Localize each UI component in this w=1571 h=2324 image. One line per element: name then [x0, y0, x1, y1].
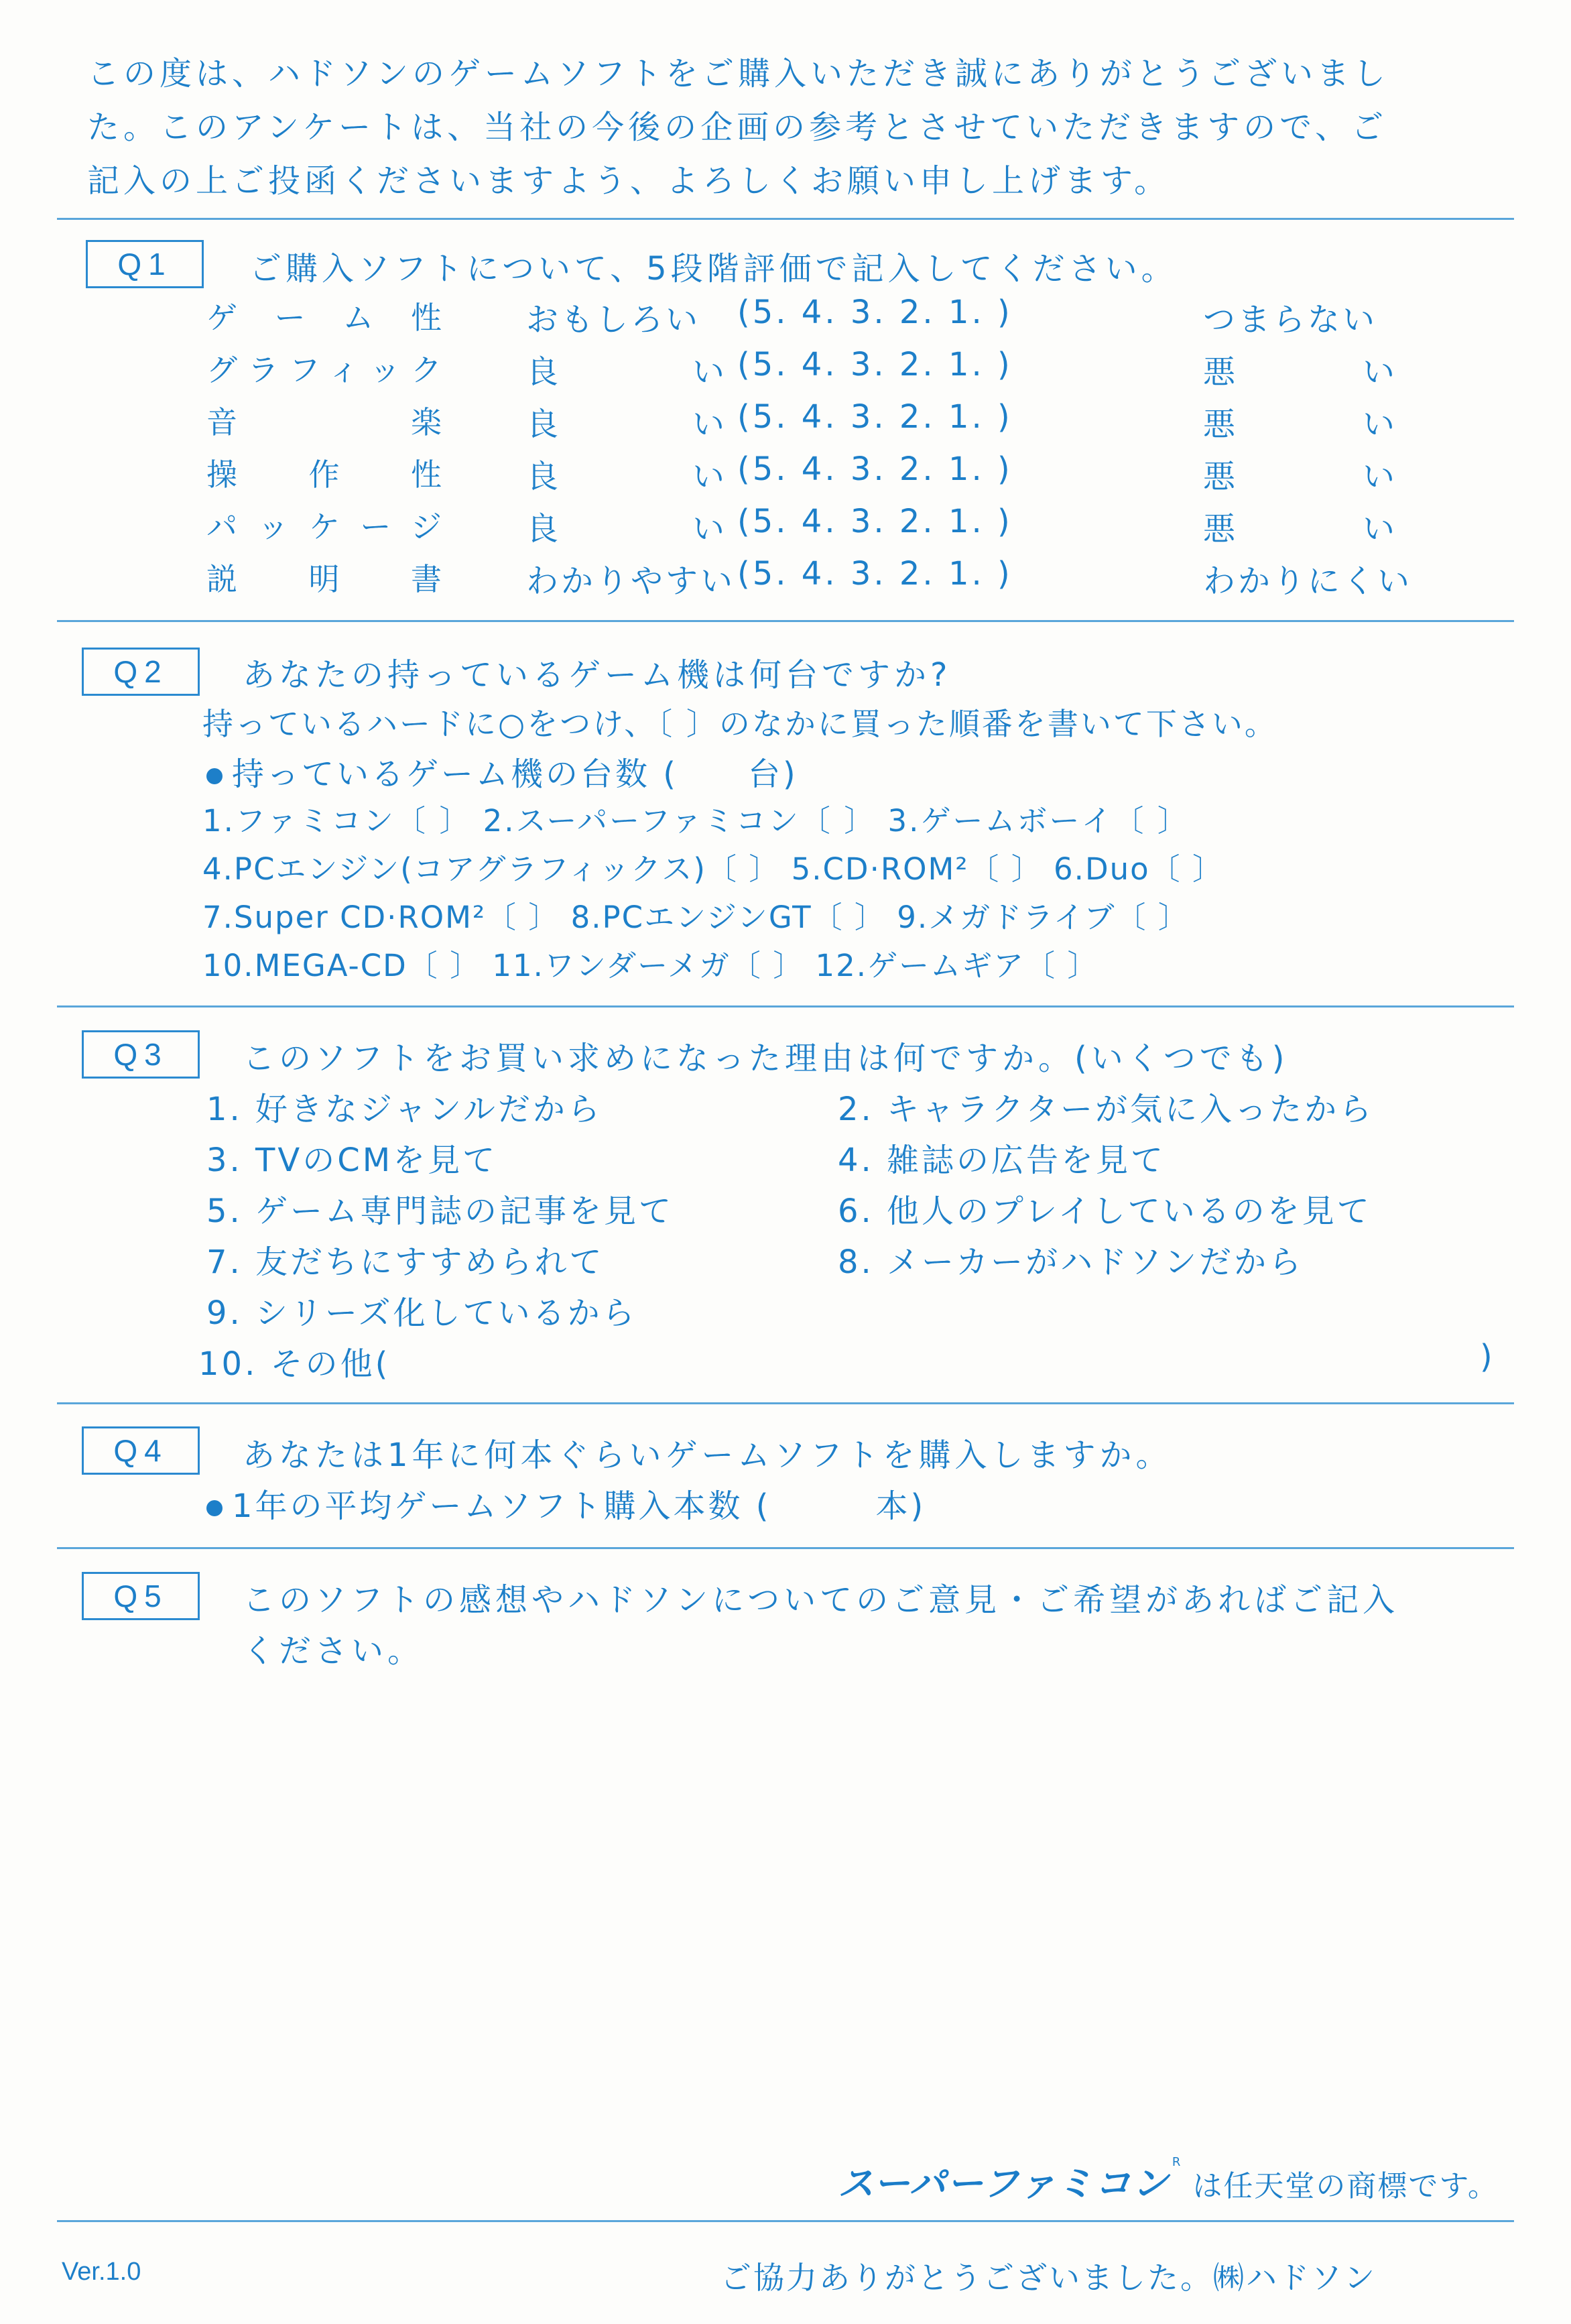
intro-line-3: 記入の上ご投函くださいますよう、よろしくお願い申し上げます。	[87, 162, 1171, 200]
q1-row-scale: (5. 4. 3. 2. 1. )	[737, 555, 1013, 593]
q1-row-label: パッケージ	[206, 509, 444, 545]
q1-row-label: グラフィック	[206, 352, 444, 388]
q1-row-bad: つまらない	[1203, 301, 1378, 339]
q5-question-line-1: このソフトの感想やハドソンについてのご意見・ご希望があればご記入	[243, 1581, 1399, 1619]
q2-instruction: 持っているハードに○をつけ、〔 〕のなかに買った順番を書いて下さい。	[202, 706, 1277, 742]
q1-row-good: 良い	[526, 458, 727, 495]
q2-hardware-line[interactable]: 4.PCエンジン(コアグラフィックス)〔 〕 5.CD·ROM²〔 〕 6.Duo〔 〕	[202, 851, 1224, 887]
divider	[57, 620, 1514, 622]
intro-line-1: この度は、ハドソンのゲームソフトをご購入いただき誠にありがとうございまし	[87, 55, 1390, 93]
q3-option[interactable]: 3. TVのCMを見て	[206, 1142, 498, 1179]
q3-option[interactable]: 7. 友だちにすすめられて	[206, 1243, 605, 1281]
q3-option[interactable]: 1. 好きなジャンルだから	[206, 1091, 603, 1128]
super-famicom-logo: スーパーファミコン	[838, 2162, 1170, 2205]
q3-label-box: Q3	[82, 1030, 200, 1079]
q5-label-box: Q5	[82, 1572, 200, 1620]
q1-row-scale: (5. 4. 3. 2. 1. )	[737, 346, 1013, 383]
q2-hardware-line[interactable]: 7.Super CD·ROM²〔 〕 8.PCエンジンGT〔 〕 9.メガドライブ〔 〕	[202, 900, 1190, 935]
q4-question: あなたは1年に何本ぐらいゲームソフトを購入しますか。	[243, 1436, 1172, 1474]
q1-row-scale: (5. 4. 3. 2. 1. )	[737, 450, 1013, 488]
registered-mark: R	[1172, 2155, 1181, 2169]
q1-row-label: 操作性	[206, 456, 444, 493]
q1-row-good: 良い	[526, 406, 727, 443]
version-label: Ver.1.0	[62, 2258, 141, 2286]
q1-row-label: 説明書	[206, 561, 444, 597]
q3-option[interactable]: 8. メーカーがハドソンだから	[838, 1243, 1304, 1281]
q1-label-box: Q1	[86, 240, 204, 288]
q2-count-line[interactable]: 持っているゲーム機の台数 ( 台)	[206, 748, 798, 794]
divider	[57, 1005, 1514, 1007]
intro-line-2: た。このアンケートは、当社の今後の企画の参考とさせていただきますので、ご	[87, 109, 1388, 146]
q5-answer-area[interactable]	[82, 1676, 1489, 2132]
divider	[57, 1402, 1514, 1404]
divider	[57, 2220, 1514, 2222]
q3-option[interactable]: 5. ゲーム専門誌の記事を見て	[206, 1192, 674, 1230]
q1-row-scale: (5. 4. 3. 2. 1. )	[737, 398, 1013, 436]
q1-question: ご購入ソフトについて、5段階評価で記入してください。	[249, 250, 1178, 288]
q3-option[interactable]: 4. 雑誌の広告を見て	[838, 1142, 1166, 1179]
q2-question: あなたの持っているゲーム機は何台ですか?	[243, 656, 952, 694]
q1-row-good: 良い	[526, 353, 727, 391]
divider	[57, 218, 1514, 220]
q3-question: このソフトをお買い求めになった理由は何ですか。(いくつでも)	[243, 1040, 1289, 1077]
q1-row-good: 良い	[526, 510, 727, 548]
q3-other-close-paren: )	[1480, 1338, 1495, 1375]
q1-row-scale: (5. 4. 3. 2. 1. )	[737, 503, 1013, 540]
q2-hardware-line[interactable]: 1.ファミコン〔 〕 2.スーパーファミコン〔 〕 3.ゲームボーイ〔 〕	[202, 803, 1190, 839]
intro-text	[87, 47, 1389, 208]
q1-row-bad: 悪い	[1203, 458, 1397, 495]
q3-option[interactable]: 6. 他人のプレイしているのを見て	[838, 1192, 1372, 1230]
trademark-notice	[838, 2155, 1499, 2207]
q1-row-label: 音楽	[206, 404, 444, 440]
q3-option[interactable]: 2. キャラクターが気に入ったから	[838, 1091, 1375, 1128]
q1-row-good: わかりやすい	[526, 562, 736, 600]
q3-option-other[interactable]: 10. その他(	[198, 1345, 391, 1383]
q1-row-bad: わかりにくい	[1203, 562, 1413, 600]
q1-row-good: おもしろい	[526, 301, 701, 339]
thanks-text: ご協力ありがとうございました。㈱ハドソン	[720, 2260, 1377, 2296]
trademark-text: は任天堂の商標です。	[1192, 2169, 1499, 2203]
q1-row-scale: (5. 4. 3. 2. 1. )	[737, 294, 1013, 331]
q1-row-label: ゲーム性	[206, 300, 444, 336]
q2-hardware-line[interactable]: 10.MEGA-CD〔 〕 11.ワンダーメガ〔 〕 12.ゲームギア〔 〕	[202, 948, 1099, 983]
q3-option[interactable]: 9. シリーズ化しているから	[206, 1294, 637, 1332]
q1-row-bad: 悪い	[1203, 406, 1397, 443]
q2-label-box: Q2	[82, 648, 200, 696]
q5-question-line-2: ください。	[243, 1632, 424, 1670]
q4-label-box: Q4	[82, 1426, 200, 1475]
q4-answer-line[interactable]: 1年の平均ゲームソフト購入本数 ( 本)	[206, 1480, 926, 1526]
divider	[57, 1547, 1514, 1549]
q1-row-bad: 悪い	[1203, 353, 1397, 391]
q1-row-bad: 悪い	[1203, 510, 1397, 548]
